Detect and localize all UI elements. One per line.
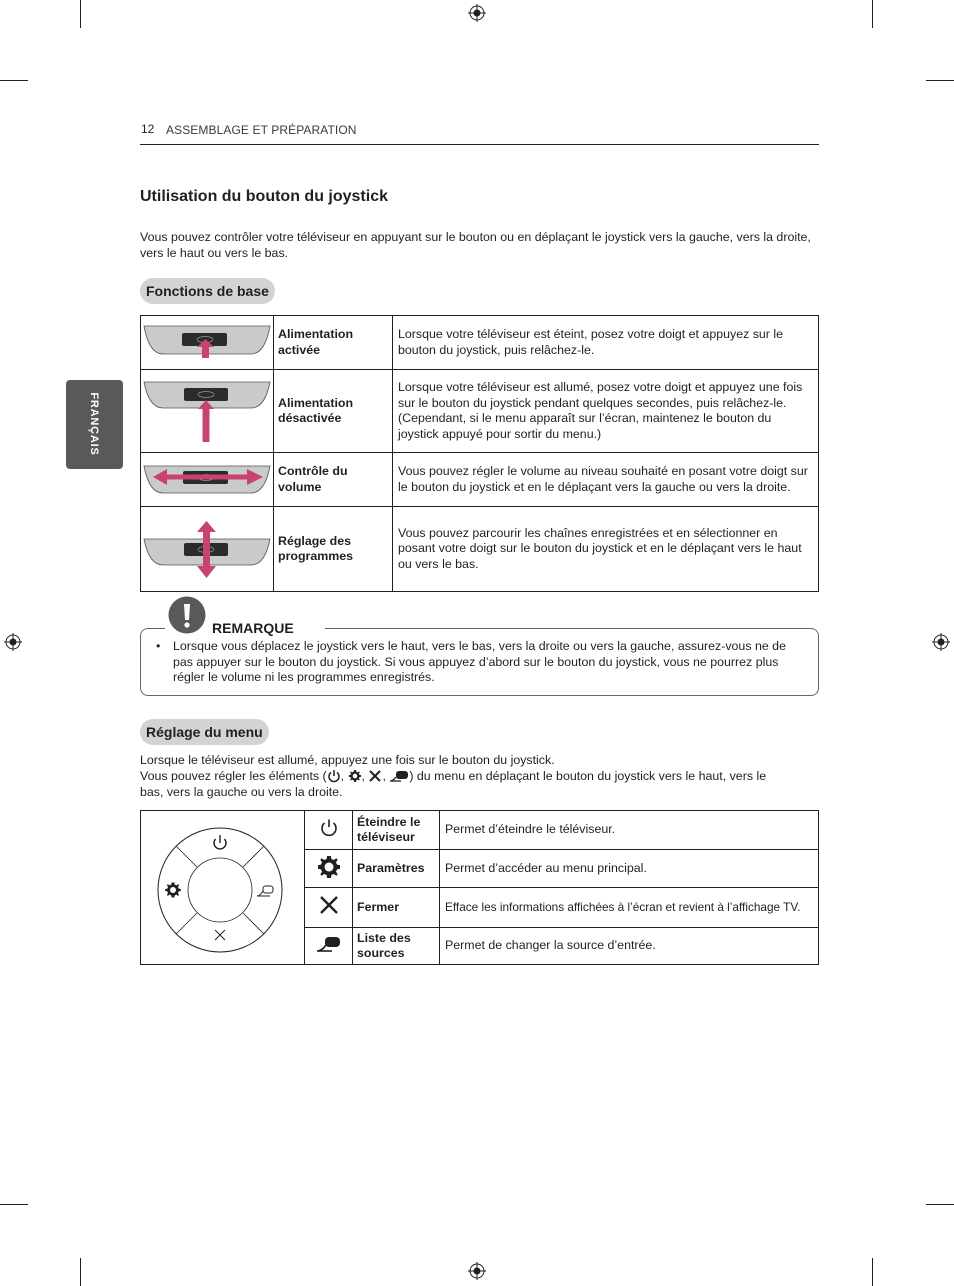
- row-label: Réglage des programmes: [274, 507, 393, 592]
- registration-mark-icon: [4, 633, 22, 651]
- basic-functions-heading: Fonctions de base: [140, 278, 275, 304]
- power-icon: [327, 769, 341, 783]
- exclamation-icon: [168, 596, 206, 634]
- menu-row-description: Permet d’accéder au menu principal.: [440, 850, 819, 888]
- crop-mark: [0, 80, 28, 81]
- menu-row-description: Permet d’éteindre le téléviseur.: [440, 811, 819, 850]
- menu-row-label: Paramètres: [353, 850, 440, 888]
- gear-icon: [305, 850, 353, 888]
- input-icon: [389, 769, 409, 783]
- crop-mark: [80, 1258, 81, 1286]
- menu-row-label: Éteindre le téléviseur: [353, 811, 440, 850]
- crop-mark: [926, 1204, 954, 1205]
- joystick-programmes-illustration: [141, 507, 274, 592]
- power-icon: [305, 811, 353, 850]
- menu-table: [140, 810, 819, 965]
- menu-line-1: Lorsque le téléviseur est allumé, appuyez une fois sur le bouton du joystick.: [140, 753, 555, 767]
- crop-mark: [872, 1258, 873, 1286]
- note-title: REMARQUE: [212, 620, 294, 636]
- registration-mark-icon: [932, 633, 950, 651]
- crop-mark: [926, 80, 954, 81]
- table-row: [141, 507, 819, 592]
- menu-row-description: Permet de changer la source d’entrée.: [440, 927, 819, 964]
- table-row: [141, 811, 819, 850]
- menu-line-2: Vous pouvez régler les éléments ( , , , ) du menu en déplaçant le bouton du joystick vers le haut, vers le: [140, 769, 767, 783]
- crop-mark: [0, 1204, 28, 1205]
- menu-heading: Réglage du menu: [140, 719, 269, 745]
- joystick-volume-illustration: [141, 453, 274, 507]
- row-description: Lorsque votre téléviseur est éteint, posez votre doigt et appuyez sur le bouton du joystick, puis relâchez-le.: [393, 316, 819, 370]
- row-label: Contrôle du volume: [274, 453, 393, 507]
- language-tab-label: FRANÇAIS: [88, 392, 100, 456]
- language-tab: [66, 380, 123, 469]
- row-description: Vous pouvez régler le volume au niveau souhaité en posant votre doigt sur le bouton du joystick et en le déplaçant vers la gauche ou vers la droite.: [393, 453, 819, 507]
- joystick-power-off-illustration: [141, 370, 274, 453]
- registration-mark-icon: [468, 4, 486, 22]
- input-icon: [305, 927, 353, 964]
- row-description: Lorsque votre téléviseur est allumé, posez votre doigt et appuyez une fois sur le bouton du joystick pendant quelques secondes, puis relâchez-le. (Cependant, si le menu apparaît sur l’écran, maintenez le bouton du joystick appuyé pour sortir du menu.): [393, 370, 819, 453]
- menu-row-label: Liste des sources: [353, 927, 440, 964]
- intro-paragraph: Vous pouvez contrôler votre téléviseur en appuyant sur le bouton ou en déplaçant le joystick vers la gauche, vers la droite, vers le haut ou vers le bas.: [140, 230, 811, 260]
- page-number: 12: [141, 122, 155, 136]
- gear-icon: [348, 769, 362, 783]
- close-icon: [305, 888, 353, 927]
- header-rule: [140, 144, 819, 145]
- basic-functions-table: [140, 315, 819, 592]
- close-icon: [368, 769, 382, 783]
- joystick-menu-dial: [141, 811, 305, 965]
- row-label: Alimentation désactivée: [274, 370, 393, 453]
- crop-mark: [872, 0, 873, 28]
- menu-row-description: Efface les informations affichées à l’écran et revient à l’affichage TV.: [440, 888, 819, 927]
- joystick-power-on-illustration: [141, 316, 274, 370]
- registration-mark-icon: [468, 1262, 486, 1280]
- row-description: Vous pouvez parcourir les chaînes enregistrées et en sélectionner en posant votre doigt sur le bouton du joystick et en le déplaçant vers le haut ou vers le bas.: [393, 507, 819, 592]
- row-label: Alimentation activée: [274, 316, 393, 370]
- note-bullet: •: [156, 639, 161, 653]
- dial-gear-icon: [165, 883, 181, 898]
- page-heading: Utilisation du bouton du joystick: [140, 188, 388, 205]
- menu-line-3: bas, vers la gauche ou vers la droite.: [140, 785, 343, 799]
- menu-row-label: Fermer: [353, 888, 440, 927]
- crop-mark: [80, 0, 81, 28]
- table-row: [141, 453, 819, 507]
- table-row: [141, 370, 819, 453]
- section-title: ASSEMBLAGE ET PRÉPARATION: [166, 123, 357, 137]
- table-row: [141, 316, 819, 370]
- note-text: Lorsque vous déplacez le joystick vers le haut, vers le bas, vers la droite ou vers la gauche, assurez-vous ne de pas appuyer sur le bouton du joystick. Si vous appuyez d’abord sur le bouton du joystick, vous ne pourrez plus régler le volume ni les programmes enregistrés.: [173, 639, 786, 684]
